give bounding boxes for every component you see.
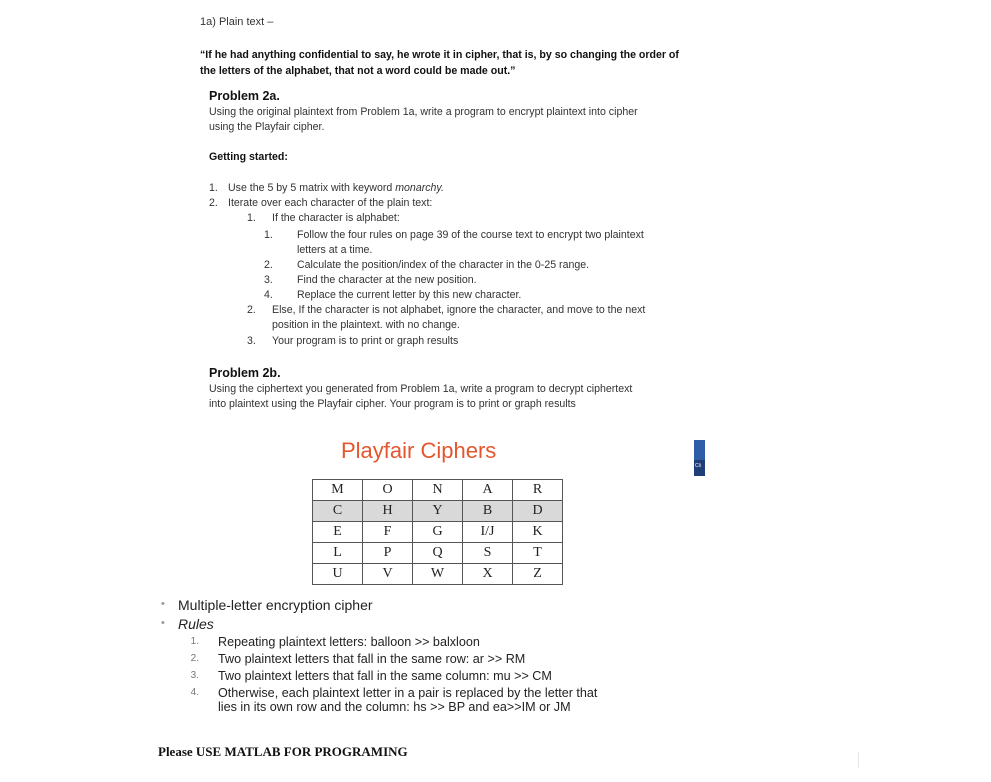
matrix-cell: T [513, 543, 563, 564]
subsub-3-text: Find the character at the new position. [297, 274, 477, 286]
page-edge-divider [858, 752, 859, 768]
bullet-dot-icon: • [161, 598, 165, 610]
bullet-dot-icon: • [161, 617, 165, 629]
rule-4-number: 4. [190, 687, 199, 698]
matrix-row [313, 501, 563, 522]
substep-3-number: 3. [247, 335, 256, 347]
matrix-cell: W [413, 564, 463, 585]
subsub-3-number: 3. [264, 274, 273, 286]
matrix-row [313, 522, 563, 543]
matrix-cell: V [363, 564, 413, 585]
rule-3-number: 3. [190, 670, 199, 681]
step-2-text: Iterate over each character of the plain text: [228, 197, 433, 209]
playfair-matrix [312, 479, 563, 585]
problem-2b-line-1: Using the ciphertext you generated from Problem 1a, write a program to decrypt ciphertext [209, 383, 633, 395]
subsub-2-number: 2. [264, 259, 273, 271]
matrix-cell: F [363, 522, 413, 543]
rule-1-text: Repeating plaintext letters: balloon >> balxloon [218, 635, 480, 649]
subsub-1-number: 1. [264, 229, 273, 241]
plain-text-label: 1a) Plain text – [200, 16, 274, 28]
substep-1-text: If the character is alphabet: [272, 212, 400, 224]
matrix-cell: B [463, 501, 513, 522]
substep-2-line-2: position in the plaintext. with no change. [272, 319, 460, 331]
matrix-cell: X [463, 564, 513, 585]
rule-2-number: 2. [190, 653, 199, 664]
matrix-row [313, 543, 563, 564]
matrix-cell: A [463, 480, 513, 501]
matrix-cell: O [363, 480, 413, 501]
subsub-4-number: 4. [264, 289, 273, 301]
matrix-cell: I/J [463, 522, 513, 543]
substep-2-number: 2. [247, 304, 256, 316]
matrix-row [313, 564, 563, 585]
problem-2b-title: Problem 2b. [209, 366, 281, 380]
matrix-cell: P [363, 543, 413, 564]
matrix-row [313, 480, 563, 501]
matrix-cell: Q [413, 543, 463, 564]
matrix-cell: E [313, 522, 363, 543]
subsub-1-line-2: letters at a time. [297, 244, 373, 256]
rule-4-line-2: lies in its own row and the column: hs >> BP and ea>>IM or JM [218, 700, 571, 714]
slide-thumbnail-label: Cli [695, 463, 701, 469]
cipher-quote: “If he had anything confidential to say, he wrote it in cipher, that is, by so changing the order of the letters of the alphabet, that not a word could be made out.” [200, 49, 679, 77]
problem-2a-line-2: using the Playfair cipher. [209, 121, 325, 133]
subsub-4-text: Replace the current letter by this new character. [297, 289, 522, 301]
rule-2-text: Two plaintext letters that fall in the same row: ar >> RM [218, 652, 526, 666]
rule-1-number: 1. [190, 636, 199, 647]
substep-2-line-1: Else, If the character is not alphabet, ignore the character, and move to the next [272, 304, 646, 316]
subsub-2-text: Calculate the position/index of the character in the 0-25 range. [297, 259, 590, 271]
rule-4-line-1: Otherwise, each plaintext letter in a pair is replaced by the letter that [218, 686, 598, 700]
bullet-rules: Rules [178, 616, 214, 632]
step-1-keyword: monarchy. [395, 182, 444, 194]
matrix-cell: G [413, 522, 463, 543]
step-1-number: 1. [209, 182, 218, 194]
matrix-cell: L [313, 543, 363, 564]
bullet-multiple-letter: Multiple-letter encryption cipher [178, 597, 373, 613]
step-1 [228, 181, 444, 196]
matlab-instruction: Please USE MATLAB FOR PROGRAMING [158, 744, 408, 759]
slide-thumbnail [694, 440, 705, 476]
matrix-cell: C [313, 501, 363, 522]
substep-1-number: 1. [247, 212, 256, 224]
matrix-cell: R [513, 480, 563, 501]
matrix-cell: Y [413, 501, 463, 522]
step-2-number: 2. [209, 197, 218, 209]
matrix-cell: M [313, 480, 363, 501]
rule-3-text: Two plaintext letters that fall in the same column: mu >> CM [218, 669, 552, 683]
step-1-text: Use the 5 by 5 matrix with keyword [228, 182, 396, 194]
matrix-cell: K [513, 522, 563, 543]
matrix-cell: H [363, 501, 413, 522]
playfair-title: Playfair Ciphers [341, 438, 497, 463]
substep-3-text: Your program is to print or graph results [272, 335, 459, 347]
subsub-1-line-1: Follow the four rules on page 39 of the course text to encrypt two plaintext [297, 229, 644, 241]
matrix-cell: U [313, 564, 363, 585]
problem-2a-title: Problem 2a. [209, 89, 280, 103]
matrix-cell: S [463, 543, 513, 564]
problem-2b-line-2: into plaintext using the Playfair cipher. Your program is to print or graph results [209, 398, 576, 410]
matrix-cell: Z [513, 564, 563, 585]
matrix-cell: N [413, 480, 463, 501]
getting-started-heading: Getting started: [209, 151, 288, 163]
matrix-cell: D [513, 501, 563, 522]
problem-2a-line-1: Using the original plaintext from Problem 1a, write a program to encrypt plaintext into cipher [209, 106, 638, 118]
